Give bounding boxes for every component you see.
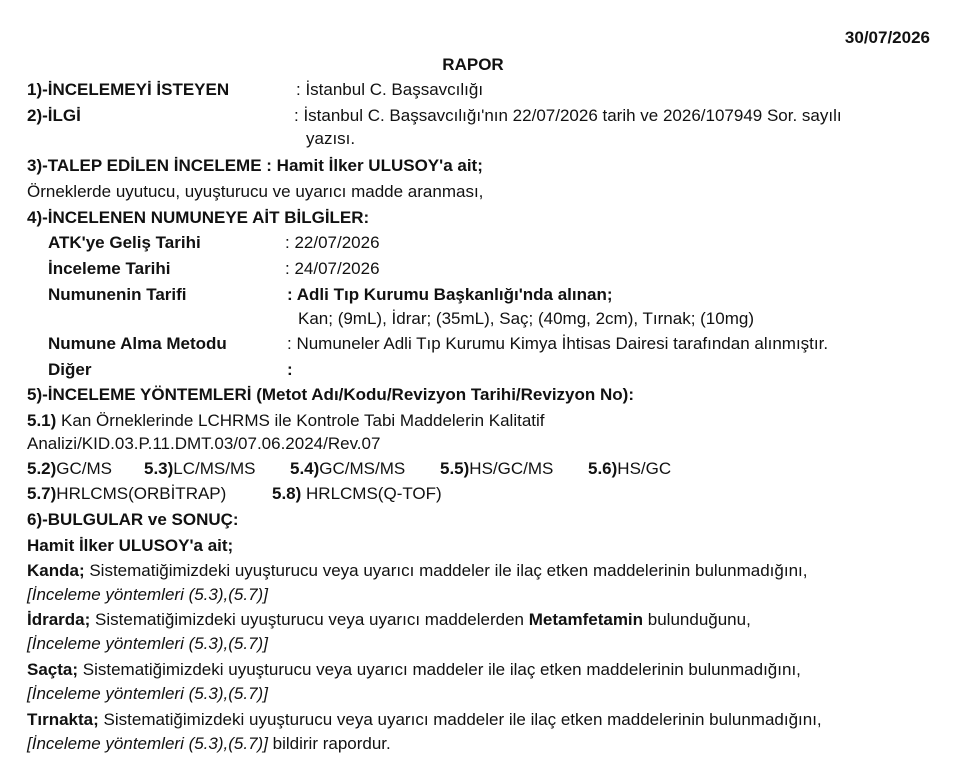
- method-5-1: [27, 411, 545, 431]
- method-5-3-number: 5.3): [144, 459, 174, 478]
- finding-nail: [27, 710, 822, 730]
- method-5-8-text: HRLCMS(Q-TOF): [301, 484, 442, 503]
- exam-date-label: İnceleme Tarihi: [48, 259, 171, 278]
- method-5-1-text: Kan Örneklerinde LCHRMS ile Kontrole Tabi Maddelerin Kalitatif: [56, 411, 545, 430]
- finding-blood-ref: [İnceleme yöntemleri (5.3),(5.7)]: [27, 585, 268, 604]
- findings-subject: Hamit İlker ULUSOY'a ait;: [27, 536, 234, 555]
- method-5-4-text: GC/MS/MS: [319, 459, 406, 478]
- sample-description-label: Numunenin Tarifi: [48, 285, 187, 304]
- finding-hair-text: Sistematiğimizdeki uyuşturucu veya uyarıcı maddeler ile ilaç etken maddelerinin bulunmadığını,: [78, 660, 801, 679]
- method-5-2-number: 5.2): [27, 459, 57, 478]
- finding-urine-ref: [İnceleme yöntemleri (5.3),(5.7)]: [27, 634, 268, 653]
- requested-exam-text: Örneklerde uyutucu, uyuşturucu ve uyarıcı madde aranması,: [27, 182, 484, 201]
- reference-value-line1: : İstanbul C. Başsavcılığı'nın 22/07/2026 tarih ve 2026/107949 Sor. sayılı: [294, 106, 842, 125]
- method-5-7-text: HRLCMS(ORBİTRAP): [56, 484, 227, 503]
- requester-label: 1)-İNCELEMEYİ İSTEYEN: [27, 80, 230, 99]
- method-5-3-text: LC/MS/MS: [173, 459, 256, 478]
- method-5-2: [27, 459, 112, 479]
- method-5-2-text: GC/MS: [56, 459, 113, 478]
- method-5-6-number: 5.6): [588, 459, 618, 478]
- method-5-7: [27, 484, 226, 504]
- report-title: RAPOR: [442, 55, 504, 74]
- findings-heading: 6)-BULGULAR ve SONUÇ:: [27, 510, 239, 529]
- finding-blood-text: Sistematiğimizdeki uyuşturucu veya uyarıcı maddeler ile ilaç etken maddelerinin bulunmadığını,: [84, 561, 808, 580]
- sample-description-items: Kan; (9mL), İdrar; (35mL), Saç; (40mg, 2cm), Tırnak; (10mg): [298, 309, 754, 328]
- sample-info-heading: 4)-İNCELENEN NUMUNEYE AİT BİLGİLER:: [27, 208, 370, 227]
- exam-date-value: : 24/07/2026: [285, 259, 380, 278]
- sampling-method-label: Numune Alma Metodu: [48, 334, 227, 353]
- methods-heading: 5)-İNCELEME YÖNTEMLERİ (Metot Adı/Kodu/Revizyon Tarihi/Revizyon No):: [27, 385, 634, 404]
- finding-urine-text2: bulunduğunu,: [643, 610, 751, 629]
- method-5-6: [588, 459, 671, 479]
- finding-urine-text: Sistematiğimizdeki uyuşturucu veya uyarıcı maddelerden: [90, 610, 529, 629]
- finding-nail-ref: [İnceleme yöntemleri (5.3),(5.7)]: [27, 734, 268, 753]
- method-5-5-text: HS/GC/MS: [469, 459, 554, 478]
- method-5-1-text2: Analizi/KID.03.P.11.DMT.03/07.06.2024/Rev.07: [27, 434, 381, 453]
- method-5-7-number: 5.7): [27, 484, 57, 503]
- arrival-date-label: ATK'ye Geliş Tarihi: [48, 233, 201, 252]
- method-5-1-number: 5.1): [27, 411, 57, 430]
- finding-urine: [27, 610, 751, 630]
- method-5-5-number: 5.5): [440, 459, 470, 478]
- other-label: Diğer: [48, 360, 92, 379]
- finding-nail-ref-line: [27, 734, 391, 754]
- finding-blood: [27, 561, 807, 581]
- method-5-5: [440, 459, 553, 479]
- finding-hair: [27, 660, 801, 680]
- method-5-3: [144, 459, 255, 479]
- method-5-8-number: 5.8): [272, 484, 302, 503]
- method-5-6-text: HS/GC: [617, 459, 672, 478]
- closing-text: bildirir rapordur.: [267, 734, 391, 753]
- reference-label: 2)-İLGİ: [27, 106, 81, 125]
- sampling-method-value: : Numuneler Adli Tıp Kurumu Kimya İhtisas Dairesi tarafından alınmıştır.: [287, 334, 829, 353]
- finding-urine-label: İdrarda;: [27, 610, 91, 629]
- requested-exam-heading: 3)-TALEP EDİLEN İNCELEME : Hamit İlker ULUSOY'a ait;: [27, 156, 483, 175]
- finding-hair-ref: [İnceleme yöntemleri (5.3),(5.7)]: [27, 684, 268, 703]
- finding-urine-substance: Metamfetamin: [528, 610, 644, 629]
- method-5-4-number: 5.4): [290, 459, 320, 478]
- finding-nail-text: Sistematiğimizdeki uyuşturucu veya uyarıcı maddeler ile ilaç etken maddelerinin bulunmadığını,: [98, 710, 822, 729]
- sample-description-value: : Adli Tıp Kurumu Başkanlığı'nda alınan;: [287, 285, 613, 304]
- finding-blood-label: Kanda;: [27, 561, 85, 580]
- method-5-8: [272, 484, 442, 504]
- arrival-date-value: : 22/07/2026: [285, 233, 380, 252]
- reference-value-line2: yazısı.: [306, 129, 356, 148]
- other-value: :: [287, 360, 293, 379]
- requester-value: : İstanbul C. Başsavcılığı: [296, 80, 484, 99]
- method-5-4: [290, 459, 405, 479]
- finding-hair-label: Saçta;: [27, 660, 79, 679]
- report-date: 30/07/2026: [844, 28, 930, 47]
- finding-nail-label: Tırnakta;: [27, 710, 99, 729]
